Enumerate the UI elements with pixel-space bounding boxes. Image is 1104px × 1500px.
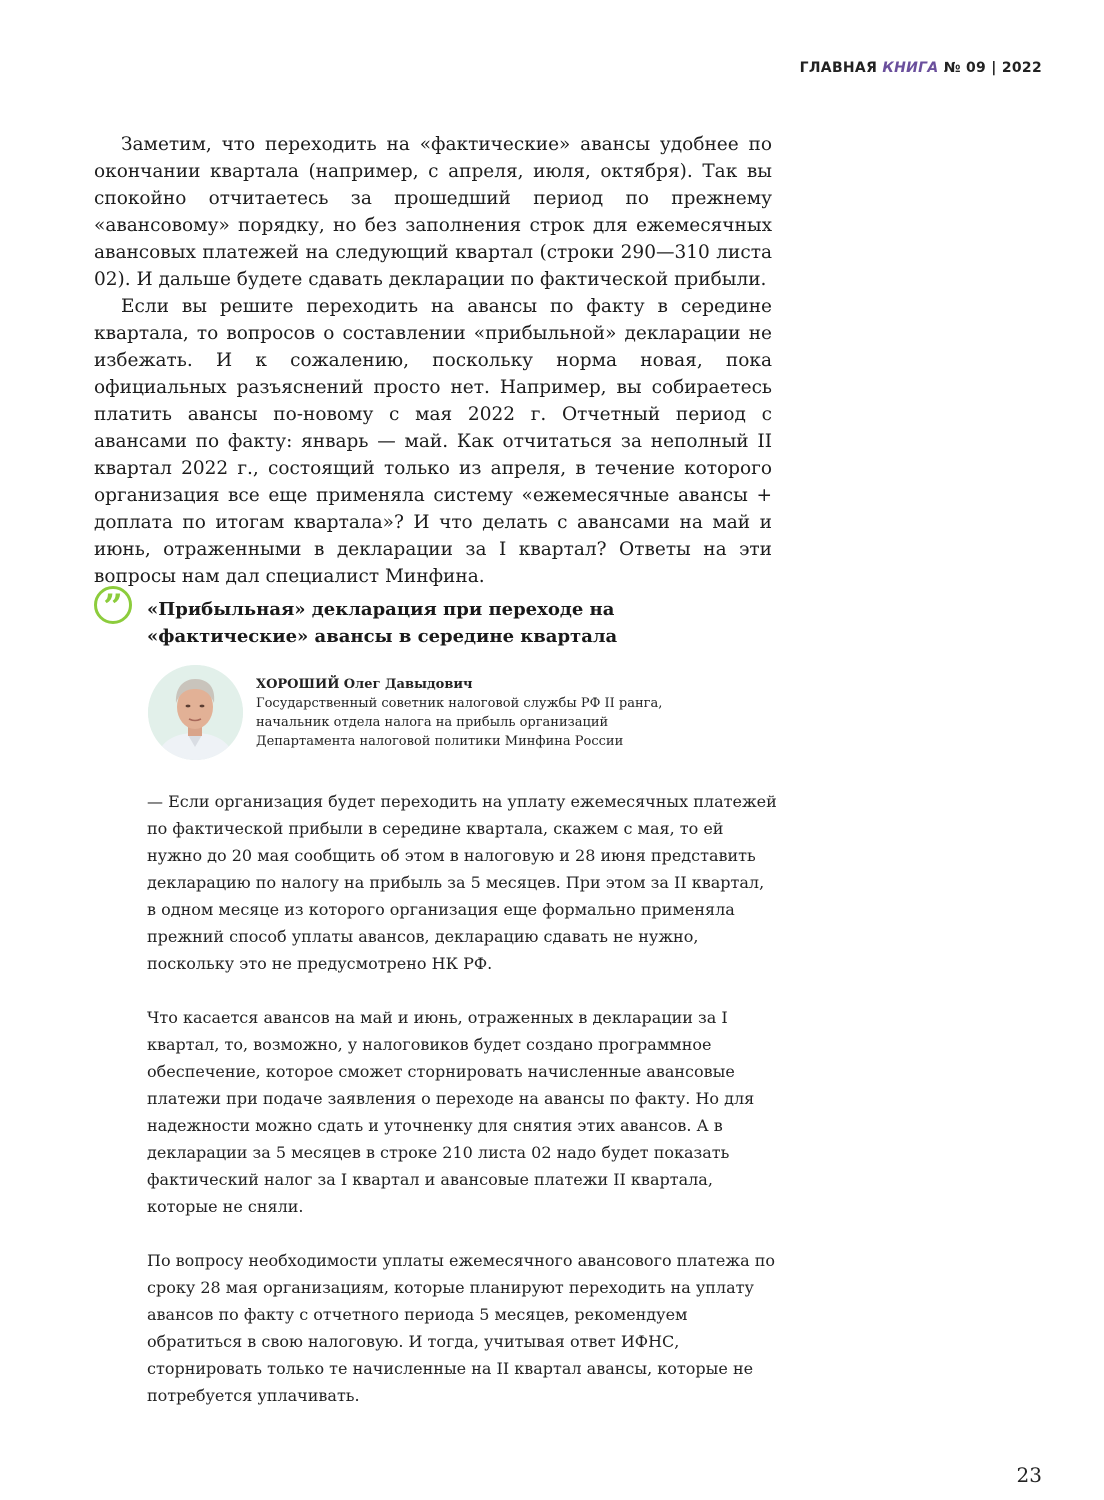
page-number: 23 — [1016, 1463, 1042, 1487]
expert-name — [256, 675, 756, 694]
expert-answer — [147, 788, 777, 1436]
lead-paragraph-1: Заметим, что переходить на «фактические» авансы удобнее по окончании квартала (например, с апреля, июля, октября). Так вы спокойно отчитаетесь за прошедший период по прежнему «авансовому» порядку, но без заполнения строк для ежемесячных авансовых платежей на следующий квартал (строки 290—310 листа 02). И дальше будете сдавать декларации по фактической прибыли. — [94, 134, 772, 290]
expert-surname: ХОРОШИЙ — [256, 677, 340, 692]
answer-paragraph-2: Что касается авансов на май и июнь, отраженных в декларации за I квартал, то, возможно, у налоговиков будет создано программное обеспечение, которое сможет сторнировать начисленные авансовые платежи при подаче заявления о переходе на авансы по факту. Но для надежности можно сдать и уточненку для снятия этих авансов. А в декларации за 5 месяцев в строке 210 листа 02 надо будет показать фактический налог за I квартал и авансовые платежи II квартала, которые не сняли. — [147, 1008, 755, 1216]
expert-portrait-icon — [148, 665, 243, 760]
expert-given-names: Олег Давыдович — [343, 677, 473, 692]
magazine-masthead — [800, 60, 1042, 76]
brand-name-part2: КНИГА — [882, 60, 939, 76]
brand-name-part1: ГЛАВНАЯ — [799, 60, 878, 76]
lead-text — [94, 131, 772, 590]
expert-info — [256, 675, 756, 751]
issue-number: № 09 | 2022 — [943, 60, 1042, 76]
quote-icon — [94, 586, 132, 627]
section-title: «Прибыльная» декларация при переходе на «фактические» авансы в середине квартала — [147, 599, 618, 647]
answer-paragraph-3: По вопросу необходимости уплаты ежемесячного авансового платежа по сроку 28 мая организациям, которые планируют переходить на уплату авансов по факту с отчетного периода 5 месяцев, рекомендуем обратиться в свою налоговую. И тогда, учитывая ответ ИФНС, сторнировать только те начисленные на II квартал авансы, которые не потребуется уплачивать. — [147, 1251, 775, 1405]
quote-glyph: ” — [103, 587, 123, 627]
expert-avatar — [148, 665, 243, 760]
lead-paragraph-2: Если вы решите переходить на авансы по факту в середине квартала, то вопросов о составлении «прибыльной» декларации не избежать. И к сожалению, поскольку норма новая, пока официальных разъяснений просто нет. Например, вы собираетесь платить авансы по-новому с мая 2022 г. Отчетный период с авансами по факту: январь — май. Как отчитаться за неполный II квартал 2022 г., состоящий только из апреля, в течение которого организация все еще применяла систему «ежемесячные авансы + доплата по итогам квартала»? И что делать с авансами на май и июнь, отраженными в декларации за I квартал? Ответы на эти вопросы нам дал специалист Минфина. — [94, 296, 772, 587]
expert-position-line-1: Государственный советник налоговой службы РФ II ранга, — [256, 696, 663, 711]
expert-position-line-3: Департамента налоговой политики Минфина России — [256, 734, 624, 749]
answer-paragraph-1: — Если организация будет переходить на уплату ежемесячных платежей по фактической прибыли в середине квартала, скажем с мая, то ей нужно до 20 мая сообщить об этом в налоговую и 28 июня представить декларацию по налогу на прибыль за 5 месяцев. При этом за II квартал, в одном месяце из которого организация еще формально применяла прежний способ уплаты авансов, декларацию сдавать не нужно, поскольку это не предусмотрено НК РФ. — [147, 792, 777, 973]
expert-position-line-2: начальник отдела налога на прибыль организаций — [256, 715, 609, 730]
